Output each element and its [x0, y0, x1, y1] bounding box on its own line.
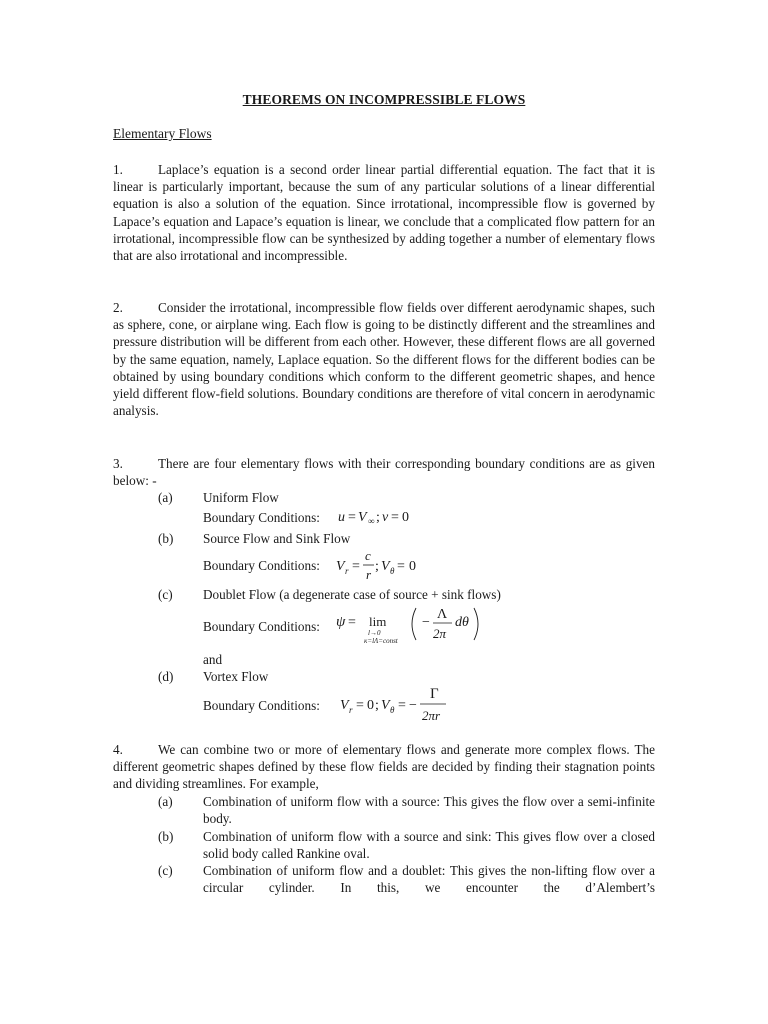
eq-minus: −	[422, 615, 430, 630]
paragraph-4	[113, 741, 655, 793]
combination-c-letter: (c)	[158, 863, 173, 878]
eq-equals: =	[391, 510, 399, 525]
eq-two-pi: 2π	[433, 626, 447, 641]
eq-equals: =	[348, 510, 356, 525]
eq-v-theta: V	[381, 559, 390, 574]
vortex-flow-equation	[338, 682, 458, 726]
flow-c-letter: (c)	[158, 587, 173, 602]
eq-v: v	[382, 510, 389, 525]
combination-b-text: Combination of uniform flow with a source and sink: This gives flow over a closed solid body called Rankine oval.	[203, 829, 655, 862]
eq-zero: 0	[367, 698, 374, 713]
eq-two-pi-r: 2πr	[422, 708, 441, 723]
flow-d-letter: (d)	[158, 669, 174, 684]
eq-equals: =	[398, 698, 406, 713]
section-heading: Elementary Flows	[113, 126, 212, 141]
eq-gamma: Γ	[430, 686, 439, 702]
eq-zero: 0	[402, 510, 409, 525]
eq-lambda: Λ	[437, 607, 448, 622]
paragraph-1	[113, 161, 655, 264]
eq-limit-sub2: κ=lΛ=const	[364, 637, 398, 645]
eq-semicolon: ;	[375, 559, 379, 574]
eq-r-sub: r	[349, 705, 353, 715]
combination-b-letter: (b)	[158, 829, 174, 844]
flow-a-bc-label: Boundary Conditions:	[203, 510, 320, 525]
uniform-flow-equation	[336, 505, 426, 527]
paragraph-2	[113, 299, 655, 419]
eq-infinity-sub: ∞	[368, 516, 375, 526]
paragraph-number: 3.	[113, 456, 123, 471]
eq-d-theta: dθ	[455, 615, 469, 630]
eq-v-r: V	[336, 559, 345, 574]
eq-equals: =	[348, 615, 356, 630]
source-flow-equation	[334, 546, 434, 586]
eq-limit: lim	[369, 614, 387, 629]
flow-b-bc-label: Boundary Conditions:	[203, 558, 320, 573]
doublet-flow-equation	[334, 602, 504, 652]
eq-denominator-r: r	[366, 567, 372, 582]
eq-minus: −	[409, 698, 417, 713]
paragraph-3	[113, 455, 655, 489]
eq-semicolon: ;	[375, 698, 379, 713]
right-paren	[474, 608, 478, 640]
eq-theta-sub: θ	[390, 705, 395, 715]
eq-psi: ψ	[336, 614, 346, 630]
eq-v-theta: V	[381, 698, 390, 713]
combination-c-text: Combination of uniform flow and a doublet: This gives the non-lifting flow over a circular cylinder. In this, we encounter the d’Alembert’s	[203, 863, 655, 896]
paragraph-number: 4.	[113, 742, 123, 757]
eq-u: u	[338, 510, 345, 525]
paragraph-text: We can combine two or more of elementary flows and generate more complex flows. The different geometric shapes defined by these flow fields are decided by finding their stagnation points and dividing streamlines. For example,	[113, 742, 655, 792]
document-title: THEOREMS ON INCOMPRESSIBLE FLOWS	[242, 92, 526, 107]
flow-c-bc-label: Boundary Conditions:	[203, 619, 320, 634]
combination-a-letter: (a)	[158, 794, 173, 809]
flow-d-name: Vortex Flow	[203, 669, 269, 684]
eq-numerator-c: c	[365, 548, 371, 563]
flow-a-name: Uniform Flow	[203, 490, 279, 505]
flow-b-letter: (b)	[158, 531, 174, 546]
eq-r-sub: r	[345, 566, 349, 576]
flow-b-name: Source Flow and Sink Flow	[203, 531, 351, 546]
paragraph-text: Consider the irrotational, incompressible flow fields over different aerodynamic shapes, such as sphere, cone, or airplane wing. Each flow is going to be distinctly different and the streamlines and pressure distribution will be different from each other. However, these different flows are all governed by the same equation, namely, Laplace equation. So the different flows for the different bodies can be obtained by using boundary conditions which conform to the different geometric shapes, and hence yield different flow-field solutions. Boundary conditions are therefore of vital concern in aerodynamic analysis.	[113, 300, 655, 419]
eq-equals: =	[397, 559, 405, 574]
flow-c-name: Doublet Flow (a degenerate case of source + sink flows)	[203, 587, 501, 602]
combination-a-text: Combination of uniform flow with a source: This gives the flow over a semi-infinite body.	[203, 794, 655, 827]
flow-a-letter: (a)	[158, 490, 173, 505]
eq-equals: =	[352, 559, 360, 574]
eq-v-r: V	[340, 698, 349, 713]
paragraph-number: 1.	[113, 162, 123, 177]
paragraph-text: Laplace’s equation is a second order linear partial differential equation. The fact that it is linear is particularly important, because the sum of any particular solutions of a linear differential equation is also a solution of the equation. Since irrotational, incompressible flow is governed by Lapace’s equation and Lapace’s equation is linear, we conclude that a complicated flow pattern for an irrotational, incompressible flow can be synthesized by adding together a number of elementary flows that are also irrotational and incompressible.	[113, 162, 655, 264]
eq-zero: 0	[409, 559, 416, 574]
eq-equals: =	[356, 698, 364, 713]
eq-semicolon: ;	[376, 510, 380, 525]
eq-limit-sub1: l→0	[368, 629, 381, 637]
left-paren	[412, 608, 416, 640]
and-text: and	[203, 652, 223, 667]
paragraph-text: There are four elementary flows with their corresponding boundary conditions are as given below: -	[113, 456, 655, 489]
flow-d-bc-label: Boundary Conditions:	[203, 698, 320, 713]
eq-theta-sub: θ	[390, 566, 395, 576]
eq-v-infinity: V	[358, 510, 367, 525]
paragraph-number: 2.	[113, 300, 123, 315]
